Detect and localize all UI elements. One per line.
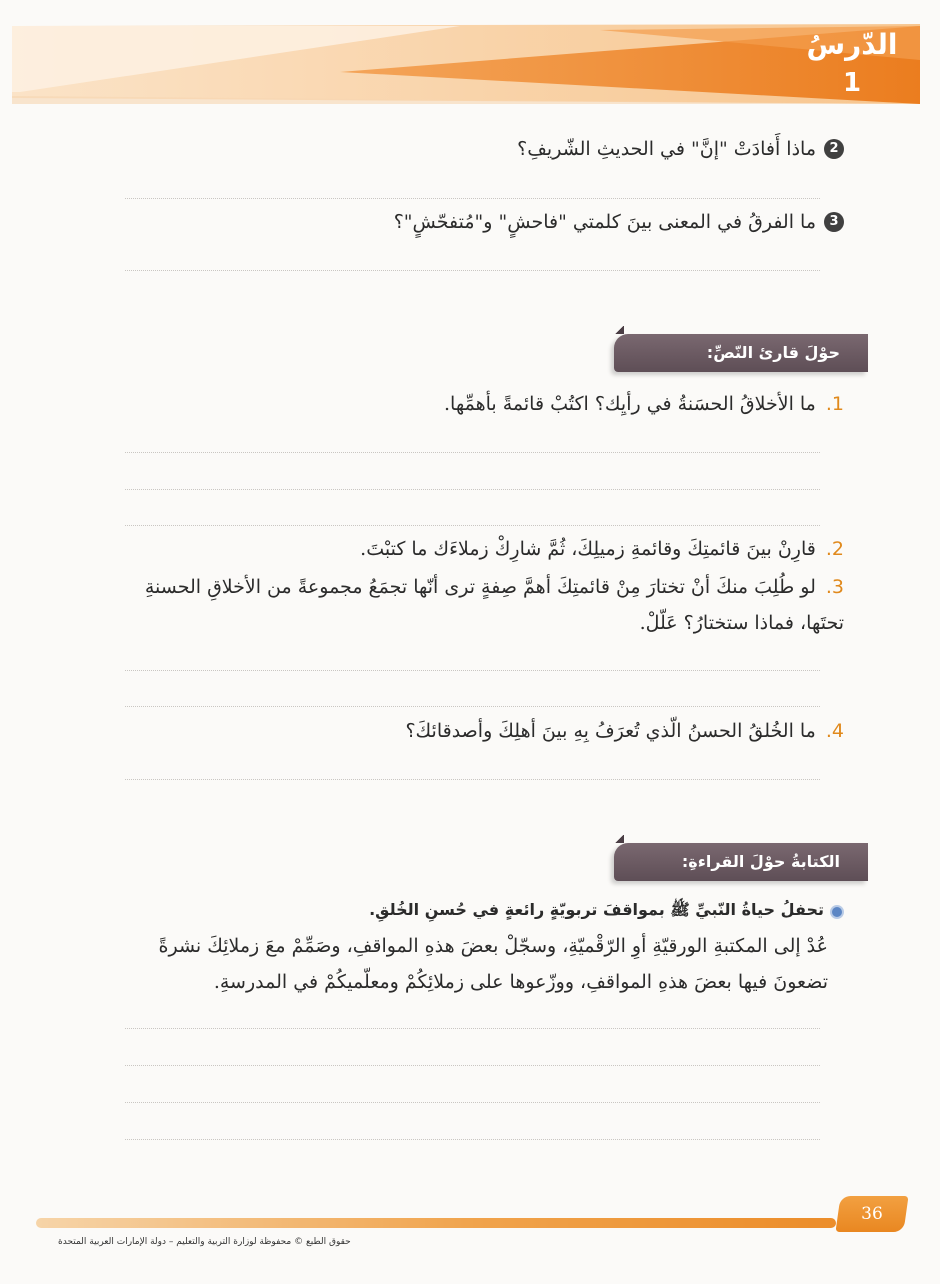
answer-line[interactable] — [125, 1028, 820, 1029]
question-text: ماذا أَفادَتْ "إنَّ" في الحديثِ الشّريفِ؟ — [517, 138, 816, 160]
answer-line[interactable] — [125, 706, 820, 707]
reader-question-3 — [110, 569, 844, 641]
answer-line[interactable] — [125, 779, 820, 780]
question-text: ما الأخلاقُ الحسَنةُ في رأيِك؟ اكتُبْ قائمةً بأهمِّها. — [444, 393, 816, 415]
reader-question-1 — [444, 386, 844, 422]
bullet-icon — [830, 905, 844, 919]
answer-line[interactable] — [125, 489, 820, 490]
question-number-badge: 2 — [824, 139, 844, 159]
section-header-reader: حوْلَ قارئ النّصِّ: — [614, 334, 868, 372]
question-number: 1. — [825, 393, 844, 415]
lesson-number: 1 — [842, 68, 862, 98]
lesson-title: الدّرسُ — [806, 28, 898, 61]
reader-question-4 — [405, 713, 844, 749]
answer-line[interactable] — [125, 525, 820, 526]
writing-prompt-title — [369, 900, 844, 923]
reader-question-2 — [360, 531, 844, 567]
answer-line[interactable] — [125, 270, 820, 271]
footer-bar — [36, 1218, 836, 1228]
question-item — [394, 211, 844, 233]
question-number: 3. — [825, 576, 844, 598]
answer-line[interactable] — [125, 452, 820, 453]
question-number: 4. — [825, 720, 844, 742]
answer-line[interactable] — [125, 670, 820, 671]
answer-line[interactable] — [125, 1139, 820, 1140]
writing-instructions: عُدْ إلى المكتبةِ الورقيّةِ أوِ الرّقْميّةِ، وسجّلْ بعضَ هذهِ المواقفِ، وصَمِّمْ معَ زملائِكَ نشرةً تضعونَ فيها بعضَ هذهِ المواقفِ، ووزّعوها على زملائِكُمْ ومعلّميكُمْ في المدرسةِ. — [158, 935, 828, 993]
section-header-writing: الكتابةُ حوْلَ القراءةِ: — [614, 843, 868, 881]
answer-line[interactable] — [125, 1102, 820, 1103]
question-number: 2. — [825, 538, 844, 560]
question-text: ما الخُلقُ الحسنُ الّذي تُعرَفُ بِهِ بينَ أهلِكَ وأصدقائكَ؟ — [405, 720, 816, 742]
copyright-notice: حقوق الطبع © محفوظة لوزارة التربية والتعليم – دولة الإمارات العربية المتحدة — [58, 1237, 351, 1247]
question-item — [517, 138, 844, 160]
page-number: 36 — [861, 1204, 883, 1224]
question-text: قارِنْ بينَ قائمتِكَ وقائمةِ زميلِكَ، ثُمَّ شارِكْ زملاءَك ما كتبْتَ. — [360, 538, 816, 560]
question-text: ما الفرقُ في المعنى بينَ كلمتي "فاحشٍ" و"مُتفحّشٍ"؟ — [393, 211, 816, 233]
question-number-badge: 3 — [824, 212, 844, 232]
lesson-banner — [0, 0, 940, 110]
answer-line[interactable] — [125, 1065, 820, 1066]
writing-prompt-text: تحفلُ حياةُ النّبيِّ ﷺ بمواقفَ تربويّةٍ رائعةٍ في حُسنِ الخُلقِ. — [369, 900, 824, 919]
answer-line[interactable] — [125, 198, 820, 199]
question-text: لو طُلِبَ منكَ أنْ تختارَ مِنْ قائمتِكَ أهمَّ صِفةٍ ترى أنّها تجمَعُ مجموعةً من الأخلاقِ الحسنةِ تحتَها، فماذا ستختارُ؟ عَلّلْ. — [144, 576, 844, 634]
